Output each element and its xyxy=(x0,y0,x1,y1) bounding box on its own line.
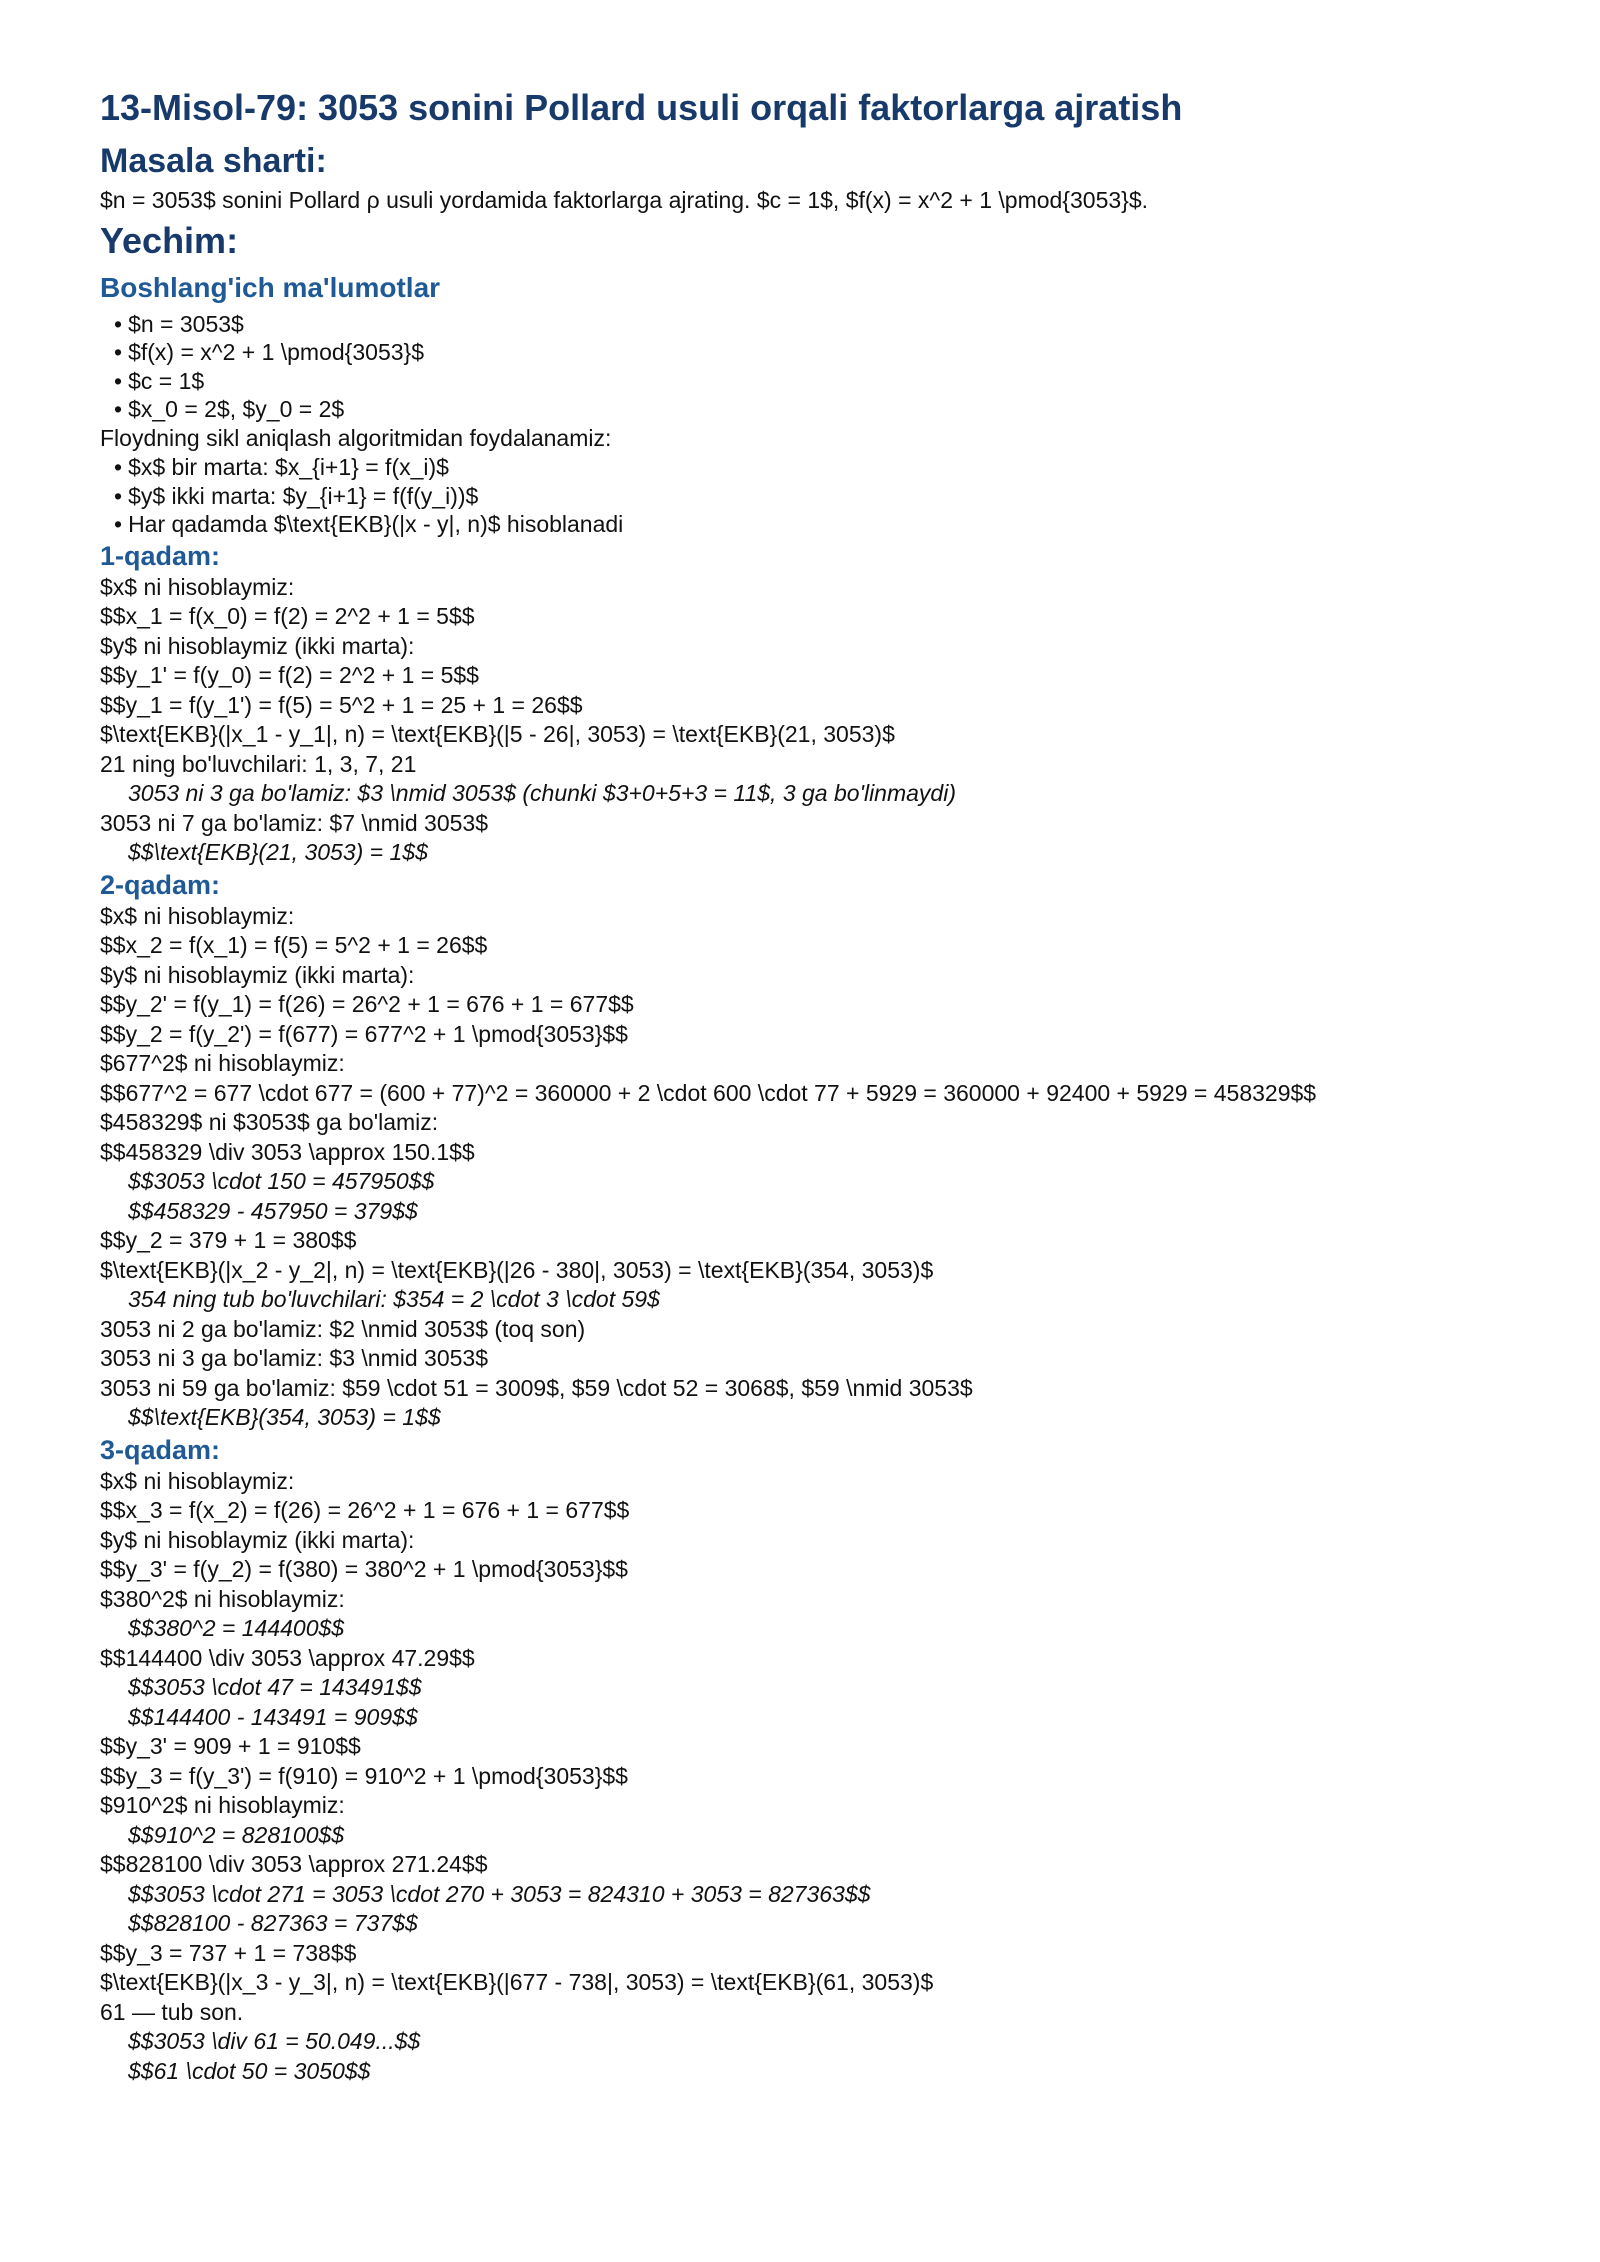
step3-heading: 3-qadam: xyxy=(100,1434,221,1465)
solution-line: $$\text{EKB}(354, 3053) = 1$$ xyxy=(128,1404,441,1430)
solution-line: $$y_3' = f(y_2) = f(380) = 380^2 + 1 \pmod{3053}$$ xyxy=(100,1556,628,1582)
solution-line: $$3053 \cdot 150 = 457950$$ xyxy=(128,1168,435,1194)
solution-line: $$677^2 = 677 \cdot 677 = (600 + 77)^2 = 360000 + 2 \cdot 600 \cdot 77 + 5929 = 360000 + 92400 + 5929 = 458329$$ xyxy=(100,1079,1317,1106)
document-page xyxy=(100,80,1520,2086)
list-item: • $c = 1$ xyxy=(114,367,1520,396)
document-title: 13-Misol-79: 3053 sonini Pollard usuli orqali faktorlarga ajratish xyxy=(100,87,1183,128)
solution-line: $\text{EKB}(|x_1 - y_1|, n) = \text{EKB}(|5 - 26|, 3053) = \text{EKB}(21, 3053)$ xyxy=(100,721,895,747)
solution-line: $$458329 \div 3053 \approx 150.1$$ xyxy=(100,1138,475,1165)
solution-line: $x$ ni hisoblaymiz: xyxy=(100,902,295,929)
solution-line: $677^2$ ni hisoblaymiz: xyxy=(100,1050,345,1076)
solution-line: 61 — tub son. xyxy=(100,1998,244,2025)
list-item: • $x$ bir marta: $x_{i+1} = f(x_i)$ xyxy=(114,453,1520,482)
solution-line: 21 ning bo'luvchilari: 1, 3, 7, 21 xyxy=(100,750,417,777)
floyd-list xyxy=(100,453,1520,539)
solution-line: $\text{EKB}(|x_2 - y_2|, n) = \text{EKB}(|26 - 380|, 3053) = \text{EKB}(354, 3053)$ xyxy=(100,1256,934,1283)
solution-line: 3053 ni 59 ga bo'lamiz: $59 \cdot 51 = 3009$, $59 \cdot 52 = 3068$, $59 \nmid 3053$ xyxy=(100,1374,973,1401)
yechim-heading: Yechim: xyxy=(100,219,239,261)
solution-line: $$3053 \cdot 47 = 143491$$ xyxy=(128,1674,422,1700)
solution-line: 3053 ni 7 ga bo'lamiz: $7 \nmid 3053$ xyxy=(100,809,488,836)
solution-line: $$61 \cdot 50 = 3050$$ xyxy=(128,2057,371,2084)
list-item: • $x_0 = 2$, $y_0 = 2$ xyxy=(114,395,1520,424)
solution-line: $$x_3 = f(x_2) = f(26) = 26^2 + 1 = 676 + 1 = 677$$ xyxy=(100,1497,630,1523)
floyd-intro: Floydning sikl aniqlash algoritmidan foydalanamiz: xyxy=(100,424,612,451)
list-item: • Har qadamda $\text{EKB}(|x - y|, n)$ hisoblanadi xyxy=(114,510,1520,539)
solution-line: 3053 ni 3 ga bo'lamiz: $3 \nmid 3053$ xyxy=(100,1345,488,1371)
solution-line: $y$ ni hisoblaymiz (ikki marta): xyxy=(100,632,415,659)
step2-heading: 2-qadam: xyxy=(100,869,221,900)
solution-line: $\text{EKB}(|x_3 - y_3|, n) = \text{EKB}(|677 - 738|, 3053) = \text{EKB}(61, 3053)$ xyxy=(100,1969,934,1995)
solution-line: $$458329 - 457950 = 379$$ xyxy=(128,1197,418,1224)
solution-line: $$x_1 = f(x_0) = f(2) = 2^2 + 1 = 5$$ xyxy=(100,603,475,629)
solution-line: $y$ ni hisoblaymiz (ikki marta): xyxy=(100,1526,415,1553)
step2-body xyxy=(100,902,1520,1433)
step1-body xyxy=(100,573,1520,868)
step3-body xyxy=(100,1467,1520,2087)
list-item: • $n = 3053$ xyxy=(114,310,1520,339)
list-item: • $f(x) = x^2 + 1 \pmod{3053}$ xyxy=(114,338,1520,367)
solution-line: $$144400 \div 3053 \approx 47.29$$ xyxy=(100,1644,475,1671)
solution-line: $y$ ni hisoblaymiz (ikki marta): xyxy=(100,961,415,988)
solution-line: $$x_2 = f(x_1) = f(5) = 5^2 + 1 = 26$$ xyxy=(100,932,488,958)
solution-line: 3053 ni 3 ga bo'lamiz: $3 \nmid 3053$ (chunki $3+0+5+3 = 11$, 3 ga bo'linmaydi) xyxy=(128,780,956,806)
solution-line: $458329$ ni $3053$ ga bo'lamiz: xyxy=(100,1109,439,1135)
solution-line: $$380^2 = 144400$$ xyxy=(128,1615,345,1641)
step1-heading: 1-qadam: xyxy=(100,540,221,571)
initial-data-list xyxy=(100,310,1520,424)
solution-line: 3053 ni 2 ga bo'lamiz: $2 \nmid 3053$ (toq son) xyxy=(100,1315,586,1342)
solution-line: $$y_3 = 737 + 1 = 738$$ xyxy=(100,1939,357,1966)
solution-line: $$910^2 = 828100$$ xyxy=(128,1821,345,1848)
solution-line: $$828100 \div 3053 \approx 271.24$$ xyxy=(100,1851,488,1877)
masala-text: $n = 3053$ sonini Pollard ρ usuli yordamida faktorlarga ajrating. $c = 1$, $f(x) = x^2 + 1 \pmod{3053}$. xyxy=(100,187,1149,213)
solution-line: $$y_2 = f(y_2') = f(677) = 677^2 + 1 \pmod{3053}$$ xyxy=(100,1020,628,1047)
solution-line: $$144400 - 143491 = 909$$ xyxy=(128,1703,418,1730)
solution-line: $$828100 - 827363 = 737$$ xyxy=(128,1910,418,1936)
boshlang-heading: Boshlang'ich ma'lumotlar xyxy=(100,271,441,303)
solution-line: $380^2$ ni hisoblaymiz: xyxy=(100,1585,345,1612)
solution-line: $$y_1 = f(y_1') = f(5) = 5^2 + 1 = 25 + 1 = 26$$ xyxy=(100,691,583,718)
solution-line: $$y_3 = f(y_3') = f(910) = 910^2 + 1 \pmod{3053}$$ xyxy=(100,1762,628,1789)
solution-line: $$y_2' = f(y_1) = f(26) = 26^2 + 1 = 676 + 1 = 677$$ xyxy=(100,991,634,1017)
solution-line: $$y_2 = 379 + 1 = 380$$ xyxy=(100,1227,357,1253)
list-item: • $y$ ikki marta: $y_{i+1} = f(f(y_i))$ xyxy=(114,482,1520,511)
solution-line: $$3053 \div 61 = 50.049...$$ xyxy=(128,2028,421,2054)
solution-line: 354 ning tub bo'luvchilari: $354 = 2 \cdot 3 \cdot 59$ xyxy=(128,1286,660,1312)
solution-line: $$3053 \cdot 271 = 3053 \cdot 270 + 3053 = 824310 + 3053 = 827363$$ xyxy=(128,1880,871,1907)
solution-line: $$y_3' = 909 + 1 = 910$$ xyxy=(100,1733,361,1759)
solution-line: $910^2$ ni hisoblaymiz: xyxy=(100,1792,345,1818)
solution-line: $$y_1' = f(y_0) = f(2) = 2^2 + 1 = 5$$ xyxy=(100,662,479,688)
masala-heading: Masala sharti: xyxy=(100,142,327,180)
solution-line: $x$ ni hisoblaymiz: xyxy=(100,573,295,600)
solution-line: $x$ ni hisoblaymiz: xyxy=(100,1467,295,1494)
solution-line: $$\text{EKB}(21, 3053) = 1$$ xyxy=(128,839,428,865)
